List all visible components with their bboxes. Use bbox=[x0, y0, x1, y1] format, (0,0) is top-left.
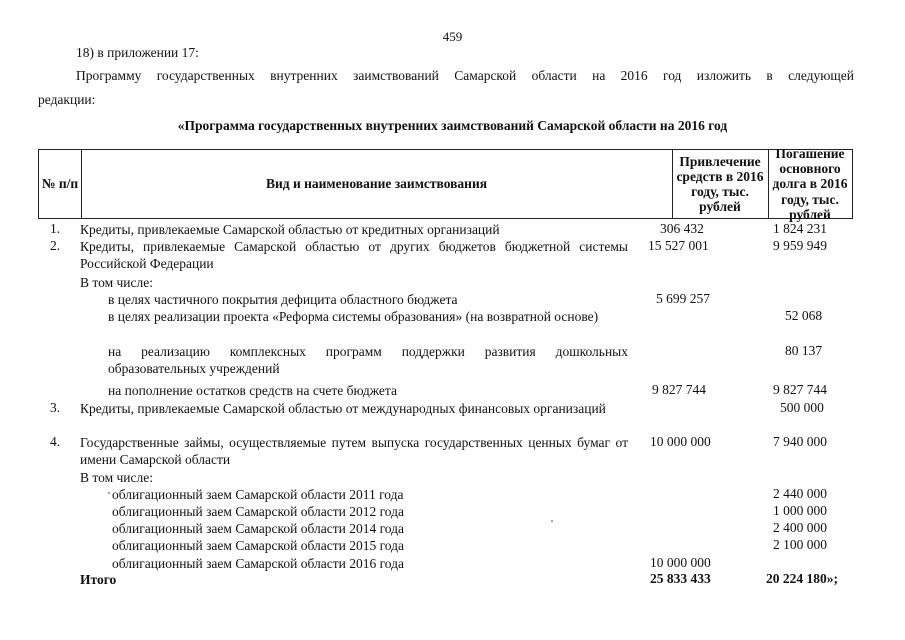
row-description: на пополнение остатков средств на счете бюджета bbox=[108, 383, 397, 398]
row-description: Государственные займы, осуществляемые путем выпуска государственных ценных бумаг от имени Самарской области bbox=[80, 435, 628, 467]
row-repayment: 2 400 000 bbox=[773, 520, 827, 535]
header-number: № п/п bbox=[39, 150, 82, 218]
row-description: на реализацию комплексных программ поддержки развития дошкольных образовательных учреждений bbox=[108, 344, 628, 376]
row-description: в целях реализации проекта «Реформа системы образования» (на возвратной основе) bbox=[108, 309, 599, 324]
row-repayment: 1 824 231 bbox=[773, 221, 827, 236]
row-repayment: 1 000 000 bbox=[773, 503, 827, 518]
row-repayment: 500 000 bbox=[780, 400, 824, 415]
total-attraction: 25 833 433 bbox=[650, 571, 711, 586]
row-description: облигационный заем Самарской области 2015 года bbox=[112, 538, 405, 553]
row-repayment: 9 827 744 bbox=[773, 382, 827, 397]
paragraph-line-1: Программу государственных внутренних заимствований Самарской области на 2016 год изложить в следующей bbox=[76, 68, 854, 83]
row-description: облигационный заем Самарской области 2016 года bbox=[112, 556, 405, 571]
row-number: 2. bbox=[50, 238, 61, 253]
paragraph-line-2: редакции: bbox=[38, 92, 96, 107]
row-repayment: 2 440 000 bbox=[773, 486, 827, 501]
row-repayment: 80 137 bbox=[785, 343, 823, 358]
scan-speck bbox=[108, 492, 110, 494]
row-description: облигационный заем Самарской области 2014 года bbox=[112, 521, 405, 536]
row-repayment: 9 959 949 bbox=[773, 238, 827, 253]
row-description: Кредиты, привлекаемые Самарской областью от кредитных организаций bbox=[80, 222, 500, 237]
row-attraction: 15 527 001 bbox=[648, 238, 709, 253]
row-description: Кредиты, привлекаемые Самарской областью от международных финансовых организаций bbox=[80, 401, 606, 416]
row-attraction: 5 699 257 bbox=[656, 291, 710, 306]
row-description: облигационный заем Самарской области 2011 года bbox=[112, 487, 404, 502]
header-attraction: Привлечение средств в 2016 году, тыс. рублей bbox=[672, 150, 769, 218]
row-attraction: 10 000 000 bbox=[650, 555, 711, 570]
row-description: В том числе: bbox=[80, 470, 153, 485]
row-repayment: 52 068 bbox=[785, 308, 823, 323]
row-number: 4. bbox=[50, 434, 61, 449]
row-attraction: 10 000 000 bbox=[650, 434, 711, 449]
total-label: Итого bbox=[80, 572, 117, 587]
row-description: облигационный заем Самарской области 2012 года bbox=[112, 504, 405, 519]
row-description: в целях частичного покрытия дефицита областного бюджета bbox=[108, 292, 458, 307]
row-description: Кредиты, привлекаемые Самарской областью от других бюджетов бюджетной системы Российской Федерации bbox=[80, 239, 628, 271]
row-number: 3. bbox=[50, 400, 61, 415]
total-repayment: 20 224 180»; bbox=[766, 571, 838, 586]
program-title: «Программа государственных внутренних заимствований Самарской области на 2016 год bbox=[177, 118, 728, 133]
page-number: 459 bbox=[442, 29, 463, 44]
header-borrowing-type: Вид и наименование заимствования bbox=[81, 150, 673, 218]
row-repayment: 7 940 000 bbox=[773, 434, 827, 449]
row-repayment: 2 100 000 bbox=[773, 537, 827, 552]
table-header bbox=[38, 146, 853, 222]
row-attraction: 9 827 744 bbox=[652, 382, 706, 397]
row-attraction: 306 432 bbox=[660, 221, 704, 236]
scan-speck bbox=[551, 520, 553, 522]
row-number: 1. bbox=[50, 221, 61, 236]
header-repayment: Погашение основного долга в 2016 году, тыс. рублей bbox=[772, 146, 848, 222]
row-description: В том числе: bbox=[80, 275, 153, 290]
intro-line: 18) в приложении 17: bbox=[76, 45, 199, 60]
